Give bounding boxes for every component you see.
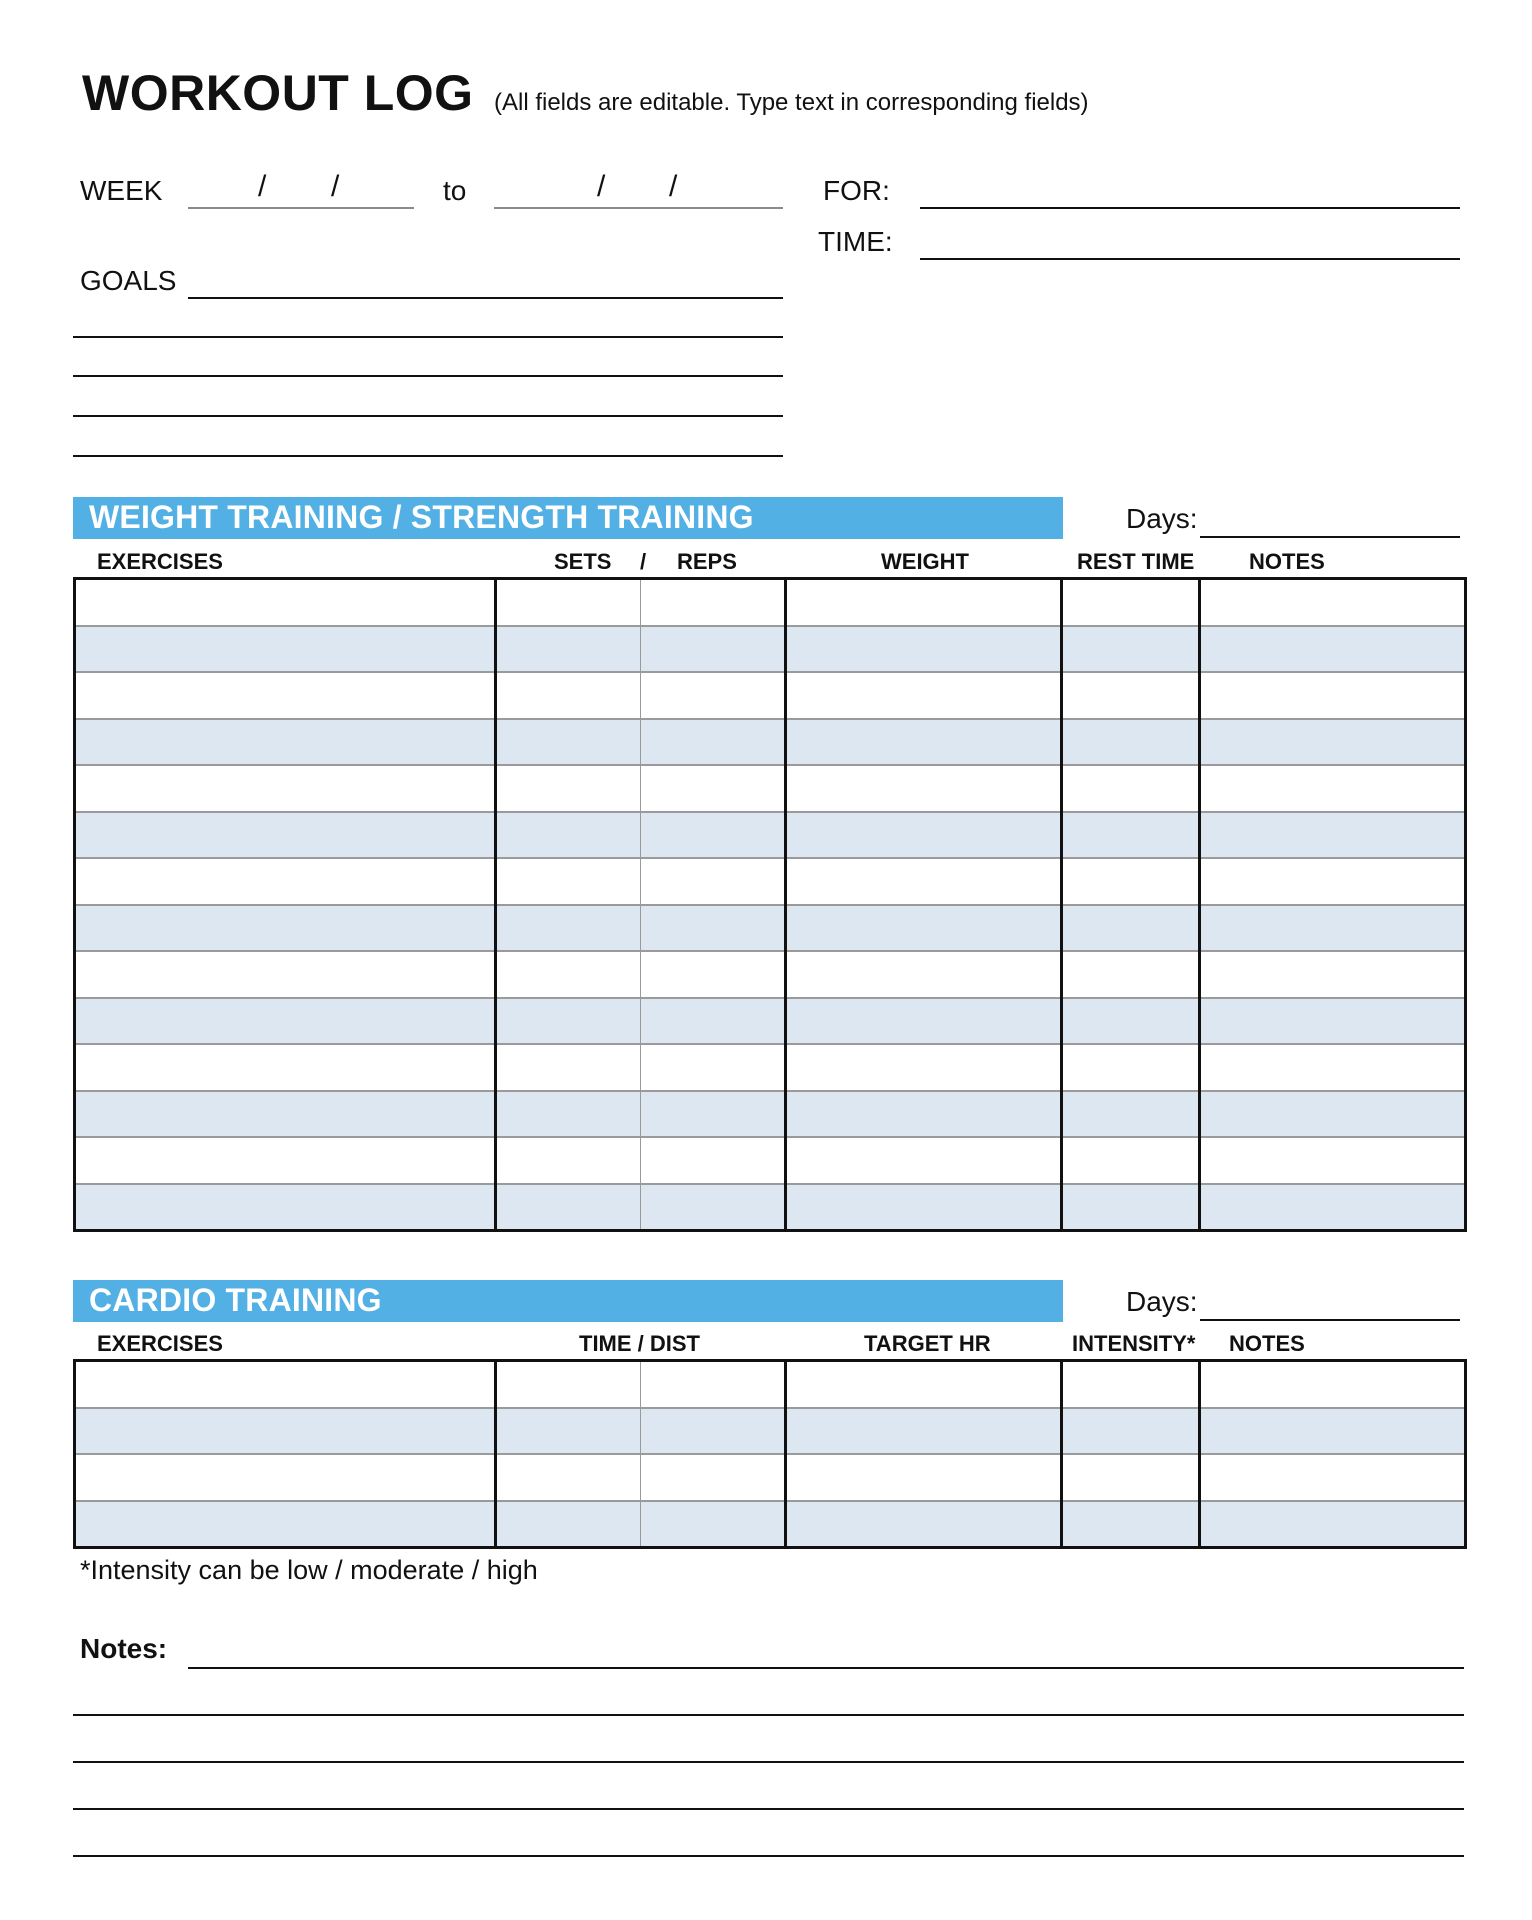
weight-cell-col-5[interactable] <box>1062 1044 1200 1091</box>
cardio-table-row <box>75 1501 1466 1548</box>
cardio-cell-exercise[interactable] <box>75 1501 496 1548</box>
weight-cell-col-4[interactable] <box>786 951 1062 998</box>
cardio-cell-notes[interactable] <box>1200 1454 1466 1501</box>
weight-cell-notes[interactable] <box>1200 812 1466 859</box>
goals-line-1 <box>188 297 783 299</box>
weight-cell-col-3[interactable] <box>641 672 786 719</box>
cardio-cell-col-5[interactable] <box>1062 1408 1200 1455</box>
cardio-cell-col-4[interactable] <box>786 1361 1062 1408</box>
for-field[interactable] <box>920 168 1460 206</box>
weight-cell-notes[interactable] <box>1200 579 1466 626</box>
notes-field-4[interactable] <box>73 1770 1464 1807</box>
cardio-col-notes: NOTES <box>1229 1331 1305 1356</box>
weight-cell-col-4[interactable] <box>786 579 1062 626</box>
week-start-slash-1: / <box>258 170 267 203</box>
notes-line-3 <box>73 1761 1464 1763</box>
weight-table-row <box>75 1044 1466 1091</box>
weight-cell-col-3[interactable] <box>641 579 786 626</box>
weight-cell-col-4[interactable] <box>786 905 1062 952</box>
weight-cell-col-3[interactable] <box>641 1137 786 1184</box>
week-end-slash-1: / <box>597 170 606 203</box>
weight-cell-notes[interactable] <box>1200 672 1466 719</box>
weight-cell-col-5[interactable] <box>1062 719 1200 766</box>
weight-cell-col-5[interactable] <box>1062 672 1200 719</box>
weight-cell-col-3[interactable] <box>641 626 786 673</box>
weight-cell-notes[interactable] <box>1200 719 1466 766</box>
weight-cell-col-4[interactable] <box>786 1184 1062 1231</box>
week-end-slash-2: / <box>669 170 678 203</box>
weight-cell-exercise[interactable] <box>75 812 496 859</box>
weight-table-row <box>75 1137 1466 1184</box>
weight-cell-exercise[interactable] <box>75 579 496 626</box>
weight-col-weight: WEIGHT <box>881 549 969 574</box>
weight-cell-col-2[interactable] <box>496 672 641 719</box>
weight-cell-col-5[interactable] <box>1062 579 1200 626</box>
page-title: WORKOUT LOG <box>82 65 474 121</box>
cardio-cell-exercise[interactable] <box>75 1361 496 1408</box>
weight-days-line <box>1200 536 1460 538</box>
weight-cell-notes[interactable] <box>1200 626 1466 673</box>
weight-cell-col-5[interactable] <box>1062 1184 1200 1231</box>
for-label: FOR: <box>823 175 890 206</box>
cardio-days-line <box>1200 1319 1460 1321</box>
weight-table-row <box>75 579 1466 626</box>
cardio-cell-col-3[interactable] <box>641 1501 786 1548</box>
weight-cell-col-2[interactable] <box>496 905 641 952</box>
weight-cell-col-3[interactable] <box>641 1091 786 1138</box>
weight-cell-col-3[interactable] <box>641 998 786 1045</box>
week-start-slash-2: / <box>331 170 340 203</box>
cardio-cell-col-4[interactable] <box>786 1408 1062 1455</box>
weight-cell-notes[interactable] <box>1200 1137 1466 1184</box>
page-subtitle: (All fields are editable. Type text in corresponding fields) <box>494 89 1089 116</box>
weight-cell-col-2[interactable] <box>496 1091 641 1138</box>
goals-field-3[interactable] <box>73 339 783 374</box>
weight-col-exercises: EXERCISES <box>97 549 223 574</box>
weight-training-banner <box>73 497 1063 539</box>
cardio-cell-exercise[interactable] <box>75 1408 496 1455</box>
notes-field-1[interactable] <box>188 1628 1464 1666</box>
weight-cell-col-2[interactable] <box>496 998 641 1045</box>
goals-field-2[interactable] <box>73 300 783 335</box>
cardio-table-row <box>75 1454 1466 1501</box>
cardio-table-row <box>75 1361 1466 1408</box>
weight-table-row <box>75 672 1466 719</box>
weight-col-reps: REPS <box>677 549 737 574</box>
weight-table-row <box>75 626 1466 673</box>
weight-training-table <box>73 577 1467 1232</box>
weight-cell-col-3[interactable] <box>641 719 786 766</box>
weight-cell-col-4[interactable] <box>786 1137 1062 1184</box>
weight-table-row <box>75 905 1466 952</box>
weight-cell-col-5[interactable] <box>1062 626 1200 673</box>
cardio-training-banner <box>73 1280 1063 1322</box>
week-to-label: to <box>443 175 467 206</box>
cardio-days-label: Days: <box>1126 1286 1198 1317</box>
for-line <box>920 207 1460 209</box>
weight-table-row <box>75 998 1466 1045</box>
weight-cell-exercise[interactable] <box>75 905 496 952</box>
time-label: TIME: <box>818 226 893 257</box>
week-end-line <box>494 207 783 209</box>
weight-cell-exercise[interactable] <box>75 998 496 1045</box>
weight-cell-exercise[interactable] <box>75 1137 496 1184</box>
weight-cell-col-3[interactable] <box>641 812 786 859</box>
cardio-cell-col-2[interactable] <box>496 1361 641 1408</box>
goals-field-1[interactable] <box>188 258 783 296</box>
weight-table-row <box>75 951 1466 998</box>
cardio-cell-col-2[interactable] <box>496 1454 641 1501</box>
weight-cell-col-5[interactable] <box>1062 858 1200 905</box>
weight-cell-col-3[interactable] <box>641 858 786 905</box>
weight-days-label: Days: <box>1126 503 1198 534</box>
cardio-col-target-hr: TARGET HR <box>864 1331 991 1356</box>
weight-cell-col-4[interactable] <box>786 672 1062 719</box>
cardio-cell-col-4[interactable] <box>786 1501 1062 1548</box>
week-end-date-field[interactable] <box>494 170 783 206</box>
weight-cell-col-4[interactable] <box>786 765 1062 812</box>
weight-table-row <box>75 812 1466 859</box>
weight-table-row <box>75 1091 1466 1138</box>
cardio-cell-col-4[interactable] <box>786 1454 1062 1501</box>
cardio-days-field[interactable] <box>1200 1281 1460 1318</box>
weight-cell-col-5[interactable] <box>1062 812 1200 859</box>
cardio-table-row <box>75 1408 1466 1455</box>
cardio-cell-notes[interactable] <box>1200 1501 1466 1548</box>
goals-line-4 <box>73 415 783 417</box>
weight-days-field[interactable] <box>1200 498 1460 535</box>
weight-cell-notes[interactable] <box>1200 1091 1466 1138</box>
goals-label: GOALS <box>80 265 177 296</box>
weight-cell-col-3[interactable] <box>641 905 786 952</box>
goals-line-2 <box>73 336 783 338</box>
weight-col-sets: SETS <box>554 549 612 574</box>
weight-cell-col-3[interactable] <box>641 1184 786 1231</box>
weight-cell-notes[interactable] <box>1200 765 1466 812</box>
notes-field-2[interactable] <box>73 1676 1464 1713</box>
weight-cell-col-5[interactable] <box>1062 998 1200 1045</box>
weight-cell-col-5[interactable] <box>1062 951 1200 998</box>
weight-table-row <box>75 1184 1466 1231</box>
cardio-cell-notes[interactable] <box>1200 1361 1466 1408</box>
cardio-cell-col-5[interactable] <box>1062 1501 1200 1548</box>
cardio-cell-col-2[interactable] <box>496 1501 641 1548</box>
weight-table-row <box>75 858 1466 905</box>
cardio-cell-col-2[interactable] <box>496 1408 641 1455</box>
notes-label: Notes: <box>80 1633 168 1664</box>
weight-cell-col-4[interactable] <box>786 1091 1062 1138</box>
cardio-training-title: CARDIO TRAINING <box>89 1282 382 1318</box>
cardio-cell-col-5[interactable] <box>1062 1454 1200 1501</box>
weight-cell-col-2[interactable] <box>496 951 641 998</box>
weight-cell-col-5[interactable] <box>1062 905 1200 952</box>
week-label: WEEK <box>80 175 163 206</box>
weight-training-title: WEIGHT TRAINING / STRENGTH TRAINING <box>89 499 754 535</box>
weight-cell-col-5[interactable] <box>1062 1091 1200 1138</box>
cardio-cell-col-5[interactable] <box>1062 1361 1200 1408</box>
weight-cell-notes[interactable] <box>1200 1184 1466 1231</box>
weight-cell-notes[interactable] <box>1200 858 1466 905</box>
time-field[interactable] <box>920 219 1460 257</box>
cardio-cell-notes[interactable] <box>1200 1408 1466 1455</box>
weight-cell-exercise[interactable] <box>75 1091 496 1138</box>
notes-field-5[interactable] <box>73 1817 1464 1854</box>
weight-cell-col-2[interactable] <box>496 579 641 626</box>
weight-table-row <box>75 719 1466 766</box>
goals-line-3 <box>73 375 783 377</box>
weight-cell-exercise[interactable] <box>75 1184 496 1231</box>
weight-cell-notes[interactable] <box>1200 905 1466 952</box>
weight-cell-col-4[interactable] <box>786 998 1062 1045</box>
weight-cell-col-2[interactable] <box>496 719 641 766</box>
weight-cell-col-3[interactable] <box>641 765 786 812</box>
goals-field-4[interactable] <box>73 379 783 414</box>
weight-col-notes: NOTES <box>1249 549 1325 574</box>
notes-line-2 <box>73 1714 1464 1716</box>
weight-cell-col-3[interactable] <box>641 1044 786 1091</box>
weight-cell-notes[interactable] <box>1200 998 1466 1045</box>
notes-field-3[interactable] <box>73 1723 1464 1760</box>
time-line <box>920 258 1460 260</box>
weight-cell-exercise[interactable] <box>75 626 496 673</box>
weight-cell-notes[interactable] <box>1200 1044 1466 1091</box>
weight-cell-exercise[interactable] <box>75 1044 496 1091</box>
intensity-footnote: *Intensity can be low / moderate / high <box>80 1555 538 1585</box>
weight-cell-col-2[interactable] <box>496 812 641 859</box>
weight-cell-col-2[interactable] <box>496 1184 641 1231</box>
weight-cell-col-2[interactable] <box>496 765 641 812</box>
weight-cell-col-4[interactable] <box>786 626 1062 673</box>
weight-cell-exercise[interactable] <box>75 672 496 719</box>
weight-cell-notes[interactable] <box>1200 951 1466 998</box>
weight-cell-col-4[interactable] <box>786 812 1062 859</box>
cardio-cell-col-3[interactable] <box>641 1361 786 1408</box>
weight-table-row <box>75 765 1466 812</box>
goals-line-5 <box>73 455 783 457</box>
weight-cell-col-4[interactable] <box>786 1044 1062 1091</box>
cardio-col-time-dist: TIME / DIST <box>579 1331 700 1356</box>
weight-cell-col-4[interactable] <box>786 719 1062 766</box>
weight-cell-exercise[interactable] <box>75 858 496 905</box>
cardio-cell-col-3[interactable] <box>641 1408 786 1455</box>
weight-cell-col-5[interactable] <box>1062 765 1200 812</box>
weight-cell-col-2[interactable] <box>496 626 641 673</box>
weight-col-separator: / <box>640 549 647 574</box>
weight-cell-exercise[interactable] <box>75 765 496 812</box>
weight-col-rest-time: REST TIME <box>1077 549 1195 574</box>
weight-cell-col-2[interactable] <box>496 858 641 905</box>
week-start-date-field[interactable] <box>188 170 414 206</box>
notes-line-4 <box>73 1808 1464 1810</box>
weight-cell-exercise[interactable] <box>75 719 496 766</box>
week-start-line <box>188 207 414 209</box>
weight-cell-col-3[interactable] <box>641 951 786 998</box>
cardio-training-table <box>73 1359 1467 1549</box>
cardio-cell-exercise[interactable] <box>75 1454 496 1501</box>
cardio-col-exercises: EXERCISES <box>97 1331 223 1356</box>
notes-line-5 <box>73 1855 1464 1857</box>
cardio-cell-col-3[interactable] <box>641 1454 786 1501</box>
notes-line-1 <box>188 1667 1464 1669</box>
weight-cell-col-2[interactable] <box>496 1044 641 1091</box>
weight-cell-col-5[interactable] <box>1062 1137 1200 1184</box>
weight-cell-col-4[interactable] <box>786 858 1062 905</box>
weight-cell-col-2[interactable] <box>496 1137 641 1184</box>
cardio-col-intensity: INTENSITY* <box>1072 1331 1196 1356</box>
weight-cell-exercise[interactable] <box>75 951 496 998</box>
goals-field-5[interactable] <box>73 419 783 454</box>
